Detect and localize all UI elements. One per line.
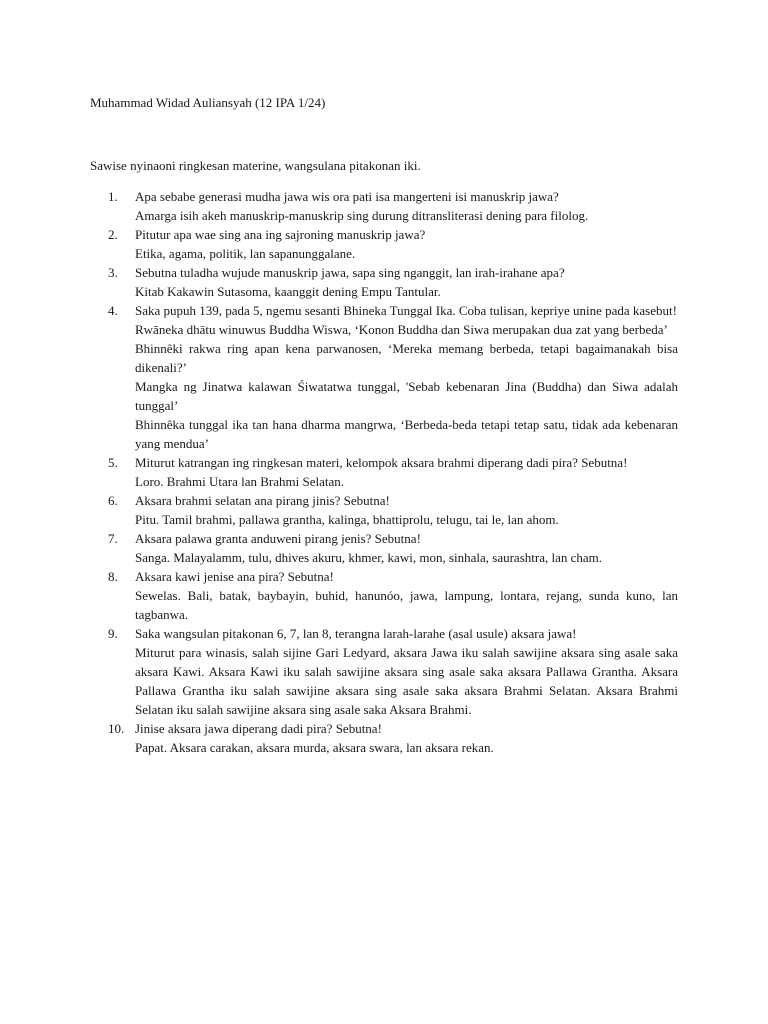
author-line: Muhammad Widad Auliansyah (12 IPA 1/24) (90, 95, 326, 110)
list-item (0, 567, 678, 624)
question-text: Miturut katrangan ing ringkesan materi, kelompok aksara brahmi diperang dadi pira? Sebutna! (135, 455, 628, 470)
question-text: Apa sebabe generasi mudha jawa wis ora pati isa mangerteni isi manuskrip jawa? (135, 189, 559, 204)
list-item (0, 491, 678, 529)
answer-text: Sanga. Malayalamm, tulu, dhives akuru, khmer, kawi, mon, sinhala, saurashtra, lan cham. (135, 550, 602, 565)
question-text: Aksara kawi jenise ana pira? Sebutna! (135, 569, 334, 584)
answer-text: Miturut para winasis, salah sijine Gari Ledyard, aksara Jawa iku salah sawijine aksara sing asale saka aksara Kawi. Aksara Kawi iku salah sawijine aksara sing asale saka aksara Pallawa Grantha. Aksara Pallawa Grantha iku salah sawijine aksara sing asale saka aksara Brahmi Selatan. Aksara Brahmi Selatan iku salah sawijine aksara sing asale saka Aksara Brahmi. (135, 645, 678, 717)
list-number: 10. (108, 721, 125, 736)
list-item (0, 453, 678, 491)
list-item (0, 624, 678, 719)
list-number: 2. (108, 227, 118, 242)
list-item (0, 719, 678, 757)
list-item (0, 301, 678, 453)
list-item (0, 529, 678, 567)
question-list (0, 187, 768, 757)
list-item (0, 187, 678, 225)
answer-text: Mangka ng Jinatwa kalawan Śiwatatwa tunggal, 'Sebab kebenaran Jina (Buddha) dan Siwa adalah tunggal’ (135, 379, 678, 413)
list-item (0, 263, 678, 301)
list-item (0, 225, 678, 263)
question-text: Pitutur apa wae sing ana ing sajroning manuskrip jawa? (135, 227, 426, 242)
list-number: 5. (108, 455, 118, 470)
question-text: Sebutna tuladha wujude manuskrip jawa, sapa sing nganggit, lan irah-irahane apa? (135, 265, 565, 280)
list-number: 4. (108, 303, 118, 318)
question-text: Aksara palawa granta anduweni pirang jenis? Sebutna! (135, 531, 421, 546)
answer-text: Bhinnêki rakwa ring apan kena parwanosen, ‘Mereka memang berbeda, tetapi bagaimanakah bisa dikenali?’ (135, 341, 678, 375)
answer-text: Amarga isih akeh manuskrip-manuskrip sing durung ditransliterasi dening para filolog. (135, 208, 589, 223)
list-number: 8. (108, 569, 118, 584)
answer-text: Rwāneka dhātu winuwus Buddha Wiswa, ‘Konon Buddha dan Siwa merupakan dua zat yang berbeda’ (135, 322, 668, 337)
intro-line: Sawise nyinaoni ringkesan materine, wangsulana pitakonan iki. (90, 158, 421, 173)
question-text: Saka pupuh 139, pada 5, ngemu sesanti Bhineka Tunggal Ika. Coba tulisan, kepriye unine pada kasebut! (135, 303, 677, 318)
question-text: Aksara brahmi selatan ana pirang jinis? Sebutna! (135, 493, 390, 508)
list-number: 1. (108, 189, 118, 204)
answer-text: Papat. Aksara carakan, aksara murda, aksara swara, lan aksara rekan. (135, 740, 494, 755)
answer-text: Loro. Brahmi Utara lan Brahmi Selatan. (135, 474, 345, 489)
answer-text: Kitab Kakawin Sutasoma, kaanggit dening Empu Tantular. (135, 284, 441, 299)
answer-text: Pitu. Tamil brahmi, pallawa grantha, kalinga, bhattiprolu, telugu, tai le, lan ahom. (135, 512, 559, 527)
answer-text: Bhinnêka tunggal ika tan hana dharma mangrwa, ‘Berbeda-beda tetapi tetap satu, tidak ada kebenaran yang mendua’ (135, 417, 678, 451)
list-number: 9. (108, 626, 118, 641)
answer-text: Etika, agama, politik, lan sapanunggalane. (135, 246, 356, 261)
list-number: 6. (108, 493, 118, 508)
question-text: Saka wangsulan pitakonan 6, 7, lan 8, terangna larah-larahe (asal usule) aksara jawa! (135, 626, 577, 641)
list-number: 7. (108, 531, 118, 546)
answer-text: Sewelas. Bali, batak, baybayin, buhid, hanunóo, jawa, lampung, lontara, rejang, sunda kuno, lan tagbanwa. (135, 588, 678, 622)
list-number: 3. (108, 265, 118, 280)
question-text: Jinise aksara jawa diperang dadi pira? Sebutna! (135, 721, 382, 736)
